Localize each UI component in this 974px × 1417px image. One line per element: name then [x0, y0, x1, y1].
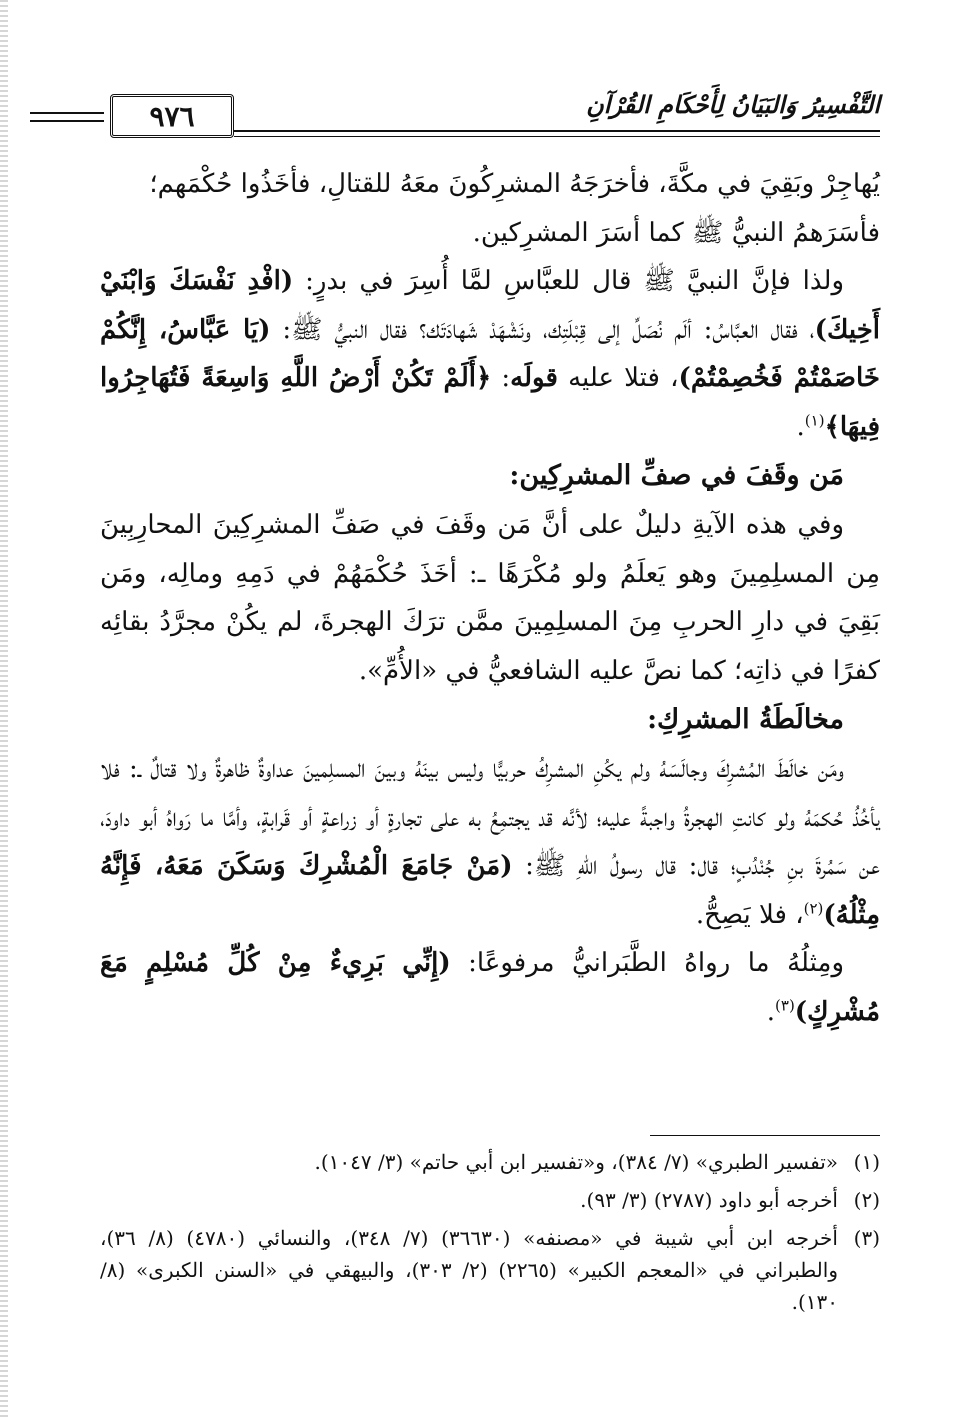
p2-end: . — [796, 411, 805, 442]
hadith-quote-2: (يَا عَبَّاسُ، إِنَّكُمْ خَاصَمْتُمْ فَخُصِمْتُمْ) — [100, 314, 880, 393]
paragraph-1 — [100, 160, 880, 257]
footnote-ref-1[interactable]: (١) — [804, 410, 825, 429]
p4-text-a: ومَن خالَطَ المُشرِكَ وجالَسَهُ ولم يكُنِ المشرِكُ حربيًّا وليس بينَهُ وبينَ المسلِمينَ عداوةٌ ظاهرةٌ ولا قتالٌ ـ: فلا يأخُذُ حُكمَهُ ولو كانتِ الهجرةُ واجبةً عليه؛ لأنَّه قد يجتمِعُ به على تجارةٍ أو زراعةٍ أو قَرابةٍ، وأمَّا ما رَواهُ أبو داودَ، عن سَمُرةَ بنِ جُنْدُبٍ؛ قال: قال رسولُ اللهِ ﷺ: — [100, 754, 880, 881]
main-text — [100, 160, 880, 1036]
footnote-item — [100, 1222, 880, 1318]
section-heading-2: مخالَطَةُ المشرِكِ: — [647, 704, 844, 735]
footnote-item — [100, 1184, 880, 1216]
footnote-text: أخرجه أبو داود (٢٧٨٧) (٣/ ٩٣). — [580, 1188, 838, 1212]
book-title: التَّفْسِيرُ وَالبَيَانُ لِأَحْكَامِ القُرْآنِ — [586, 90, 880, 119]
footnote-number: (٢) — [853, 1188, 880, 1212]
footnote-item — [100, 1146, 880, 1178]
section-heading-1: مَن وقَفَ في صفِّ المشرِكِين: — [509, 460, 844, 491]
hadith-quote-4: (إِنِّي بَرِيءٌ مِنْ كُلِّ مُسْلِمٍ مَعَ مُشْرِكٍ) — [100, 948, 880, 1027]
hadith-quote-1: (افْدِ نَفْسَكَ وَابْنَيْ أَخِيكَ) — [100, 266, 880, 345]
footnote-text: «تفسير الطبري» (٧/ ٣٨٤)، و«تفسير ابن أبي حاتم» (٣/ ١٠٤٧). — [314, 1150, 838, 1174]
p2-text-b: ، فقال العبَّاسُ: ألَم نُصَلِّ إلى قِبْلَتِك، ونَشْهَدْ شَهادَتَك؟ فقال النبيُّ ﷺ: — [270, 314, 815, 345]
footnote-ref-2[interactable]: (٢) — [803, 898, 824, 917]
p5-text-a: ومِثلُهُ ما رواهُ الطَّبَرانيُّ مرفوعًا: — [450, 948, 844, 978]
hadith-quote-3: (مَنْ جَامَعَ الْمُشْرِكَ وَسَكَنَ مَعَهُ، فَإِنَّهُ مِثْلُهُ) — [100, 851, 880, 930]
footnote-ref-3[interactable]: (٣) — [775, 995, 795, 1014]
footnote-number: (٣) — [853, 1226, 880, 1250]
footnote-divider — [650, 1135, 880, 1136]
footnote-number: (١) — [853, 1150, 880, 1174]
page-edge — [0, 0, 8, 1417]
paragraph-2 — [100, 257, 880, 451]
p4-text-b: ، فلا يَصِحُّ. — [695, 899, 804, 930]
paragraph-5 — [100, 939, 880, 1036]
p1-line-1: يُهاجِرْ وبَقِيَ في مكَّةَ، فأخرَجَهُ المشرِكُونَ معَهُ للقتالِ، فأخَذُوا حُكْمَهم؛ — [149, 169, 880, 199]
p2-text-d: : — [491, 363, 511, 393]
p1-line-2: فأسَرَهمُ النبيُّ ﷺ كما أسَرَ المشرِكين. — [472, 217, 880, 248]
p5-end: . — [766, 996, 776, 1027]
quran-ayah: ﴿أَلَمْ تَكُنْ أَرْضُ اللَّهِ وَاسِعَةً فَتُهَاجِرُوا فِيهَا﴾ — [100, 363, 880, 442]
header-rule-left — [30, 112, 104, 122]
page-header — [110, 90, 880, 140]
p2-text-a: ولذا فإنَّ النبيَّ ﷺ قال للعبَّاسِ لمَّا أُسِرَ في بدرٍ: — [293, 266, 845, 296]
p2-qawlahu: قولَه — [510, 363, 558, 393]
p2-text-c: ، فتلا عليه — [557, 363, 679, 393]
header-rule — [234, 130, 880, 137]
paragraph-3: وفي هذه الآيةِ دليلٌ على أنَّ مَن وقَفَ في صَفِّ المشرِكِينَ المحارِبِينَ مِن المسلِمِينَ وهو يَعلَمُ ولو مُكْرَهًا ـ: أخَذَ حُكْمَهُمْ في دَمِهِ ومالِه، ومَن بَقِيَ في دارِ الحربِ مِنَ المسلِمِينَ ممَّن ترَكَ الهجرةَ، لم يكُنْ مجرَّدُ بقائِه كفرًا في ذاتِه؛ كما نصَّ عليه الشافعيُّ في «الأُمِّ». — [100, 510, 880, 686]
footnote-text: أخرجه ابن أبي شيبة في «مصنفه» (٣٦٦٣٠) (٧/ ٣٤٨)، والنسائي (٤٧٨٠) (٨/ ٣٦)، والطبراني في «المعجم الكبير» (٢٢٦٥) (٢/ ٣٠٣)، والبيهقي في «السنن الكبرى» (٨/ ١٣٠). — [100, 1226, 838, 1314]
footnotes — [100, 1146, 880, 1324]
page-number: ٩٧٦ — [110, 94, 234, 138]
paragraph-4 — [100, 745, 880, 939]
